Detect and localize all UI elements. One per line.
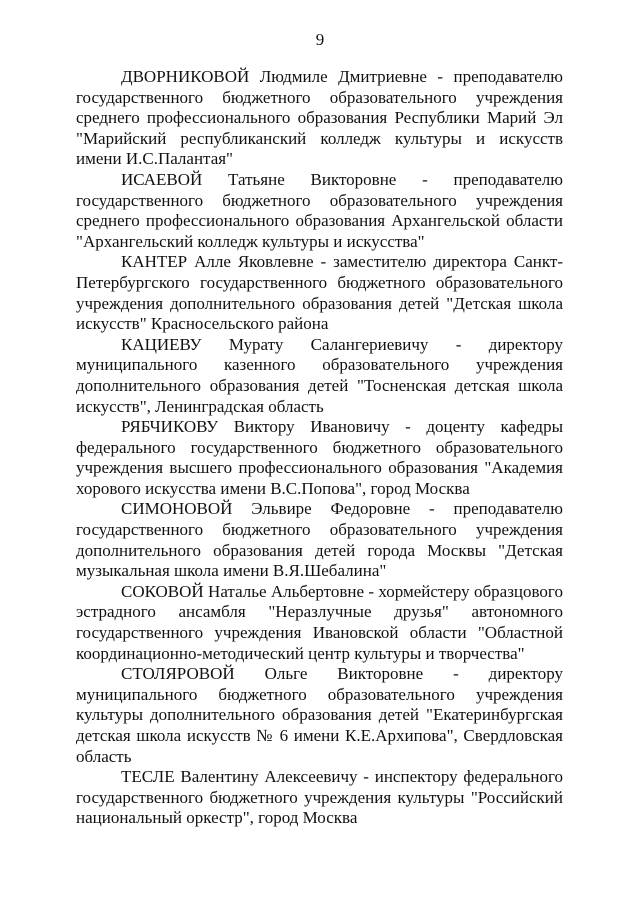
award-entry-kanter: КАНТЕР Алле Яковлевне - заместителю директора Санкт-Петербургского государственного бюджетного образовательного учреждения дополнительного образования детей "Детская школа искусств" Красносельского района xyxy=(76,252,563,334)
award-entry-tesla: ТЕСЛЕ Валентину Алексеевичу - инспектору федерального государственного бюджетного учреждения культуры "Российский национальный оркестр", город Москва xyxy=(76,767,563,828)
award-entry-isaeva: ИСАЕВОЙ Татьяне Викторовне - преподавателю государственного бюджетного образовательного учреждения среднего профессионального образования Архангельской области "Архангельский колледж культуры и искусства" xyxy=(76,169,563,251)
award-entry-stolyarova: СТОЛЯРОВОЙ Ольге Викторовне - директору муниципального бюджетного образовательного учреждения культуры дополнительного образования детей "Екатеринбургская детская школа искусств № 6 имени К.Е.Архипова", Свердловская область xyxy=(76,664,563,766)
award-list xyxy=(76,67,563,829)
page-number: 9 xyxy=(315,30,325,49)
award-entry-sokova: СОКОВОЙ Наталье Альбертовне - хормейстеру образцового эстрадного ансамбля "Неразлучные друзья" автономного государственного учреждения Ивановской области "Областной координационно-методический центр культуры и творчества" xyxy=(76,581,563,663)
award-entry-katsiev: КАЦИЕВУ Мурату Салангериевичу - директору муниципального казенного образовательного учреждения дополнительного образования детей "Тосненская детская школа искусств", Ленинградская область xyxy=(76,334,563,416)
award-entry-simonova: СИМОНОВОЙ Эльвире Федоровне - преподавателю государственного бюджетного образовательного учреждения дополнительного образования детей города Москвы "Детская музыкальная школа имени В.Я.Шебалина" xyxy=(76,499,563,581)
award-entry-ryabchikov: РЯБЧИКОВУ Виктору Ивановичу - доценту кафедры федерального государственного бюджетного образовательного учреждения высшего профессионального образования "Академия хорового искусства имени В.С.Попова", город Москва xyxy=(76,417,563,498)
award-entry-dvornikova: ДВОРНИКОВОЙ Людмиле Дмитриевне - преподавателю государственного бюджетного образовательного учреждения среднего профессионального образования Республики Марий Эл "Марийский республиканский колледж культуры и искусств имени И.С.Палантая" xyxy=(76,67,563,169)
